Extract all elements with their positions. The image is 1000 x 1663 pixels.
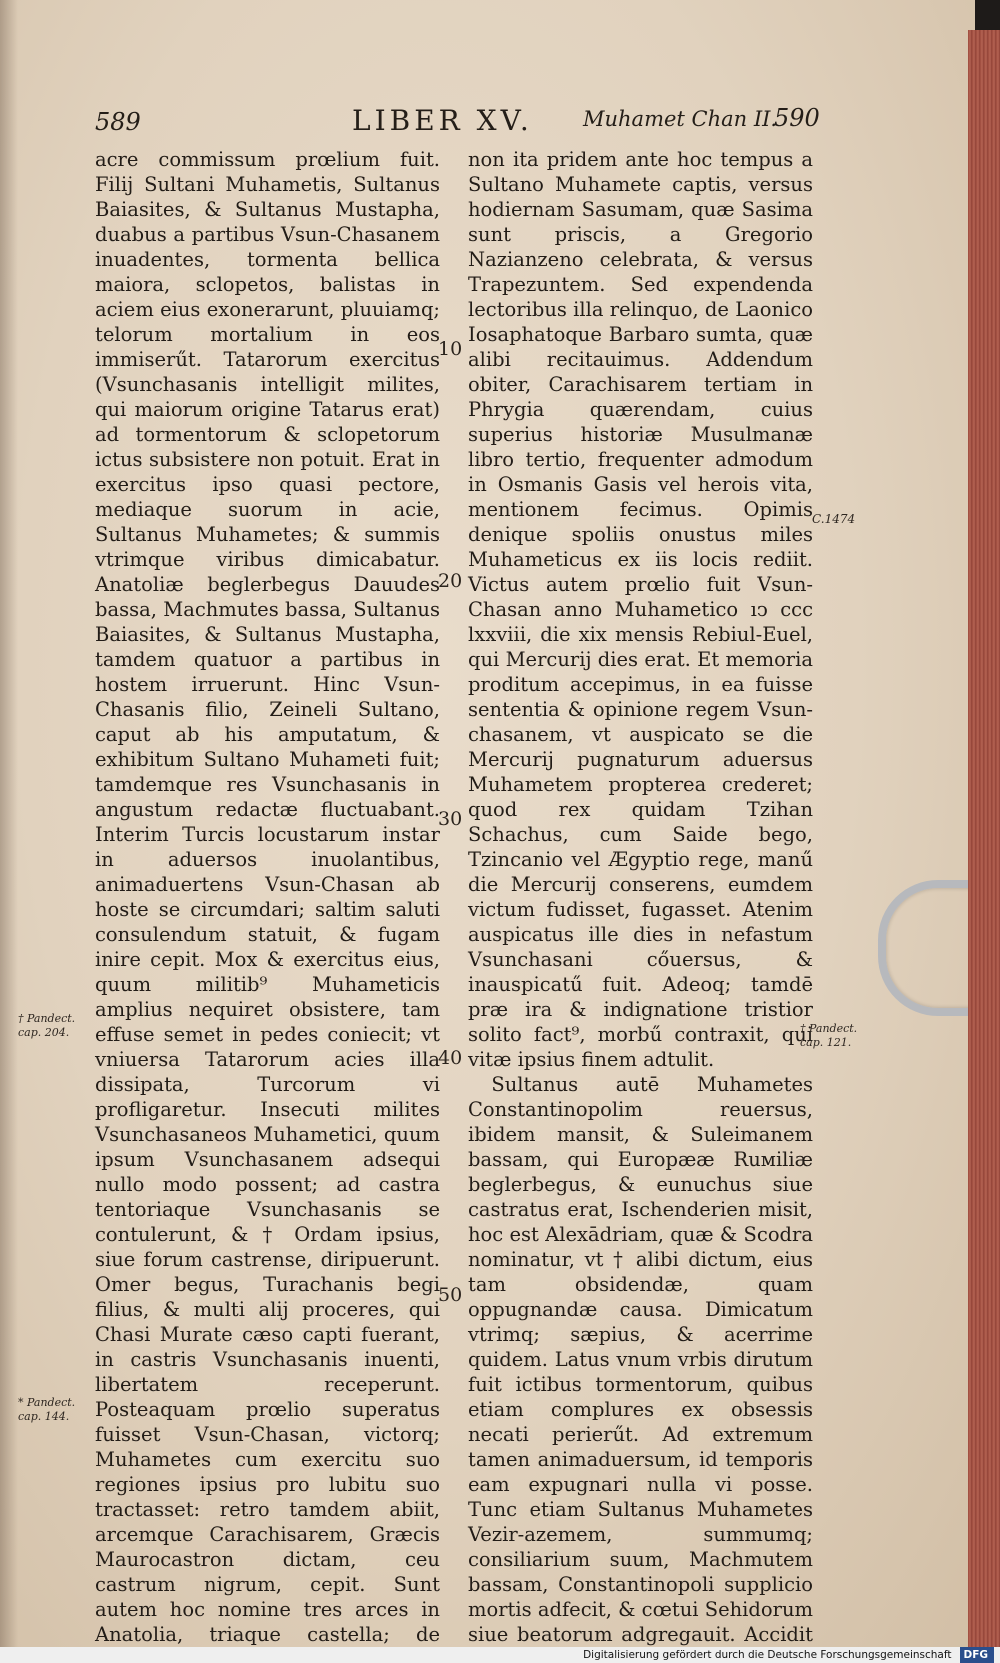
page-header xyxy=(0,104,975,140)
right-paragraph-1: non ita pridem ante hoc tempus a Sultano Muhamete captis, versus hodiernam Sasumam, quæ Sasima sunt priscis, a Gregorio Nazianzeno celebrata, & versus Trapezuntem. Sed expendenda lectoribus illa relinquo, de Laonico Iosaphatoque Barbaro sumta, quæ alibi recitauimus. Addendum obiter, Carachisarem tertiam in Phrygia quærendam, cuius superius historiæ Musulmanæ libro tertio, frequenter admodum in Osmanis Gasis vel herois vita, mentionem fecimus. Opimis denique spoliis onustus miles Muhameticus ex iis locis rediit. Victus autem prœlio fuit Vsun-Chasan anno Muhametico ıↄ ccc lxxviii, die xix mensis Rebiul-Euel, qui Mercurij dies erat. Et memoria proditum accepimus, in ea fuisse sententia & opinione regem Vsun-chasanem, vt auspicato se die Mercurij pugnaturum aduersus Muhametem propterea crederet; quod rex quidam Tzihan Schachus, cum Saide bego, Tzincanio vel Ægyptio rege, manű die Mercurij conserens, eumdem victum fudisset, fugasset. Atenim auspicatus ille dies in nefastum Vsunchasani cőuersus, & inauspicatű fuit. Adeoq; tamdē præ ira & indignatione tristior solito fact⁹, morbű contraxit, qui vitæ ipsius finem adtulit. xyxy=(468,148,813,1071)
right-column xyxy=(468,147,813,1647)
paper-clip xyxy=(878,880,975,1016)
line-number: 10 xyxy=(438,338,463,360)
margin-note-right: † Pandect. cap. 121. xyxy=(800,1022,858,1049)
right-paragraph-2: Sultanus autē Muhametes Constantinopolim reuersus, ibidem mansit, & Suleimanem bassam, qui Europææ Ruмiliæ beglerbegus, & eunuchus siue castratus erat, Ischenderien misit, hoc est Alexādriam, quæ & Scodra nominatur, vt † alibi dictum, eius tam obsidendæ, quam oppugnandæ causa. Dimicatum vtrimq; sæpius, & acerrime quidem. Latus vnum vrbis dirutum fuit ictibus tormentorum, quibus etiam complures ex obsessis necati perierűt. Ad extremum tamen animaduersum, id temporis eam expugnari nulla vi posse. Tunc etiam Sultanus Muhametes Vezir-azemem, summumq; consiliarium suum, Machmutem bassam, Constantinopoli supplicio mortis adfecit, & cœtui Sehidorum siue beatorum adgregauit. Accidit xyxy=(468,1073,813,1646)
left-paragraph: acre commissum prœlium fuit. Filij Sultani Muhametis, Sultanus Baiasites, & Sultanus Mustapha, duabus a partibus Vsun-Chasanem inuadentes, tormenta bellica maiora, sclopetos, balistas in aciem eius exonerarunt, pluuiamq; telorum mortalium in eos immiserűt. Tatarorum exercitus (Vsunchasanis intelligit milites, qui maiorum origine Tatarus erat) ad tormentorum & sclopetorum ictus subsistere non potuit. Erat in exercitus ipso quasi pectore, mediaque suorum in acie, Sultanus Muhametes; & summis vtrimque viribus dimicabatur. Anatoliæ beglerbegus Dauudes bassa, Machmutes bassa, Sultanus Baiasites, & Sultanus Mustapha, tamdem quatuor a partibus in hostem irruerunt. Hinc Vsun-Chasanis filio, Zeineli Sultano, caput ab his amputatum, & exhibitum Sultano Muhameti fuit; tamdemque res Vsunchasanis in angustum redactæ fluctuabant. Interim Turcis locustarum instar in aduersos inuolantibus, animaduertens Vsun-Chasan ab hoste se circumdari; saltim saluti consulendum statuit, & fugam inire cepit. Mox & exercitus eius, quum militib⁹ Muhameticis amplius nequiret obsistere, tam effuse semet in pedes coniecit; vt vniuersa Tatarorum acies illa dissipata, Turcorum vi profligaretur. Insecuti milites Vsunchasaneos Muhametici, quum ipsum Vsunchasanem adsequi nullo modo possent; ad castra tentoriaque Vsunchasanis se contulerunt, & † Ordam ipsius, siue forum castrense, diripuerunt. Omer begus, Turachanis begi filius, & multi alij proceres, qui Chasi Murate cæso capti fuerant, in castris Vsunchasanis inuenti, libertatem receperunt. Posteaquam prœlio superatus fuisset Vsun-Chasan, victorq; Muhametes cum exercitu suo regiones ipsius pro lubitu suo tractasset: retro tamdem abiit, arcemque Carachisarem, Græcis Maurocastron dictam, ceu castrum nigrum, cepit. Sunt autem hoc nomine tres arces in Anatolia, triaque castella; de xyxy=(95,148,440,1646)
digitization-footer xyxy=(0,1647,1000,1663)
running-subtitle: Muhamet Chan II. xyxy=(583,107,778,131)
page-number-left: 589 xyxy=(95,108,141,136)
left-column xyxy=(95,147,440,1647)
margin-year-note: C.1474 xyxy=(812,512,856,526)
margin-note-left-2: * Pandect. cap. 144. xyxy=(18,1396,76,1423)
dfg-logo: DFG xyxy=(960,1647,994,1663)
line-number: 40 xyxy=(438,1047,463,1069)
page-number-right: 590 xyxy=(774,104,820,132)
line-number: 50 xyxy=(438,1284,463,1306)
footer-credit: Digitalisierung gefördert durch die Deutsche Forschungsgemeinschaft xyxy=(583,1649,952,1661)
line-number: 20 xyxy=(438,570,463,592)
margin-note-left-1: † Pandect. cap. 204. xyxy=(18,1012,76,1039)
running-title: LIBER XV. xyxy=(352,104,533,137)
spine-shadow xyxy=(0,0,18,1647)
page-edge xyxy=(968,30,1000,1652)
line-number: 30 xyxy=(438,808,463,830)
